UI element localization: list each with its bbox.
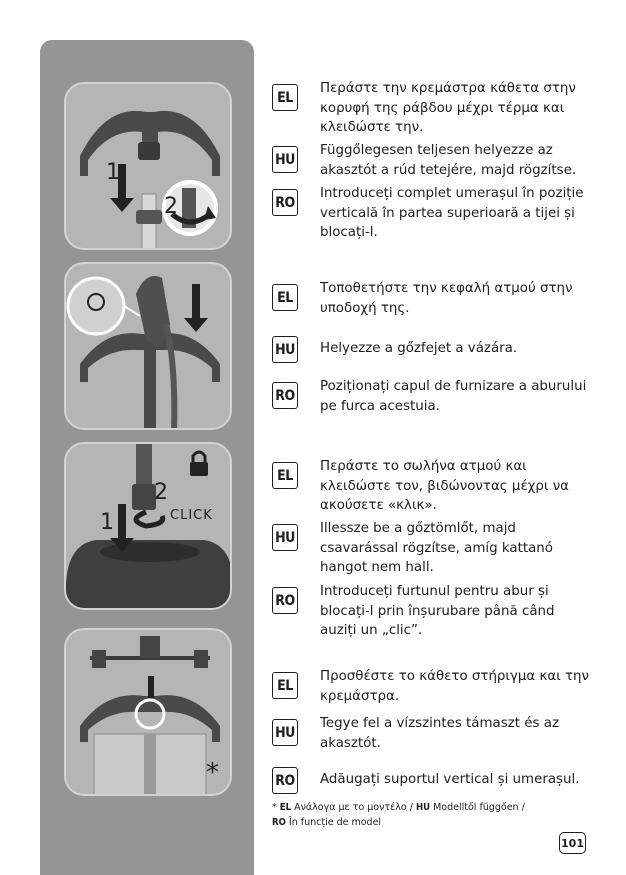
- illustration-step-1: [64, 82, 232, 250]
- language-code-badge: HU: [272, 146, 298, 173]
- figure-label-2: 2: [154, 480, 168, 505]
- figure-label-star: *: [206, 758, 219, 788]
- instruction-text: Függőlegesen teljesen helyezze az akasztót a rúd tetejére, majd rögzítse.: [320, 143, 577, 178]
- instruction-text: Introduceți furtunul pentru abur și blocați-l prin înșurubare până când auziți un „clic”.: [320, 584, 555, 638]
- footnote-hu-code: HU: [415, 802, 431, 813]
- footnote-el-text: Ανάλογα με το μοντέλο /: [294, 802, 413, 813]
- instruction-text: Adăugați suportul vertical și umerașul.: [320, 772, 580, 787]
- language-code-badge: EL: [272, 84, 298, 111]
- instruction-hu: [272, 143, 592, 180]
- page-number: 101: [559, 832, 586, 854]
- footnote-ro-code: RO: [272, 817, 286, 828]
- language-code-badge: HU: [272, 719, 298, 746]
- figure-label-2: 2: [164, 194, 178, 219]
- language-code-badge: EL: [272, 284, 298, 311]
- footnote-star: *: [272, 802, 277, 813]
- illustration-step-3: [64, 442, 232, 610]
- language-code-badge: RO: [272, 587, 298, 614]
- footnote-line-2: [272, 815, 525, 830]
- figure-label-click: CLICK: [170, 508, 213, 523]
- footnote: [272, 800, 525, 830]
- language-code-badge: RO: [272, 767, 298, 794]
- instruction-text: Τοποθετήστε την κεφαλή ατμού στην υποδοχή της.: [320, 281, 573, 316]
- instruction-text: Helyezze a gőzfejet a vázára.: [320, 341, 518, 356]
- footnote-ro-text: În funcție de model: [288, 817, 382, 828]
- language-code-badge: HU: [272, 524, 298, 551]
- figure-label-1: 1: [106, 160, 120, 185]
- instruction-text: Tegye fel a vízszintes támaszt és az akasztót.: [320, 716, 559, 751]
- instruction-ro: [272, 186, 592, 243]
- instruction-text: Περάστε την κρεμάστρα κάθετα στην κορυφή της ράβδου μέχρι τέρμα και κλειδώστε την.: [320, 81, 576, 135]
- instruction-ro: [272, 767, 592, 794]
- instruction-ro: [272, 379, 592, 416]
- instruction-text: Προσθέστε το κάθετο στήριγμα και την κρεμάστρα.: [320, 669, 590, 704]
- instruction-el: [272, 669, 592, 706]
- footnote-el-code: EL: [279, 802, 292, 813]
- instruction-hu: [272, 716, 592, 753]
- footnote-hu-text: Modelltől függően /: [433, 802, 525, 813]
- illustration-step-2: [64, 262, 232, 430]
- instruction-ro: [272, 584, 592, 641]
- language-code-badge: EL: [272, 672, 298, 699]
- illustration-step-4: [64, 628, 232, 796]
- instruction-text: Περάστε το σωλήνα ατμού και κλειδώστε τον, βιδώνοντας μέχρι να ακούσετε «κλικ».: [320, 459, 570, 513]
- instruction-el: [272, 459, 592, 516]
- instruction-text: Illessze be a gőztömlőt, majd csavarással rögzítse, amíg kattanó hangot nem hall.: [320, 521, 553, 575]
- footnote-line-1: [272, 800, 525, 815]
- instruction-text: Introduceți complet umerașul în poziție verticală în partea superioară a tijei și blocați-l.: [320, 186, 584, 240]
- instruction-el: [272, 281, 592, 318]
- language-code-badge: EL: [272, 462, 298, 489]
- language-code-badge: RO: [272, 382, 298, 409]
- figure-label-1: 1: [100, 510, 114, 535]
- instruction-hu: [272, 336, 592, 363]
- instruction-el: [272, 81, 592, 138]
- instruction-text: Poziționați capul de furnizare a aburului pe furca acestuia.: [320, 379, 587, 414]
- language-code-badge: HU: [272, 336, 298, 363]
- instruction-hu: [272, 521, 592, 578]
- language-code-badge: RO: [272, 189, 298, 216]
